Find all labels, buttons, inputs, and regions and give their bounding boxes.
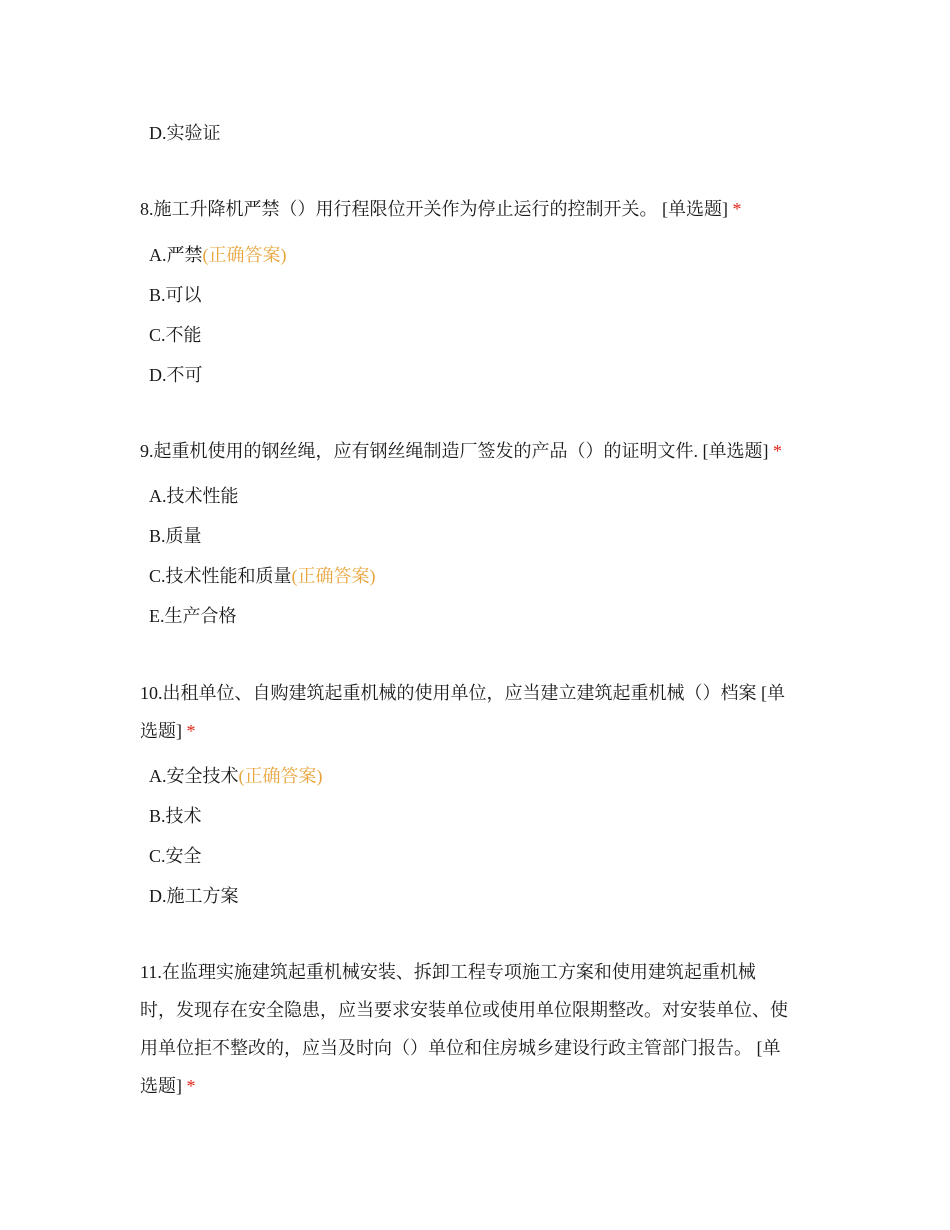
option-label: C.安全	[149, 846, 202, 866]
option-label: B.可以	[149, 285, 202, 305]
option-label: D.实验证	[149, 123, 221, 143]
option-q9-a[interactable]	[149, 484, 239, 508]
option-label: A.安全技术	[149, 766, 239, 786]
option-q7-d[interactable]	[149, 121, 221, 145]
correct-answer-tag: (正确答案)	[202, 245, 287, 265]
question-text: 选题]	[140, 721, 182, 741]
option-q10-c[interactable]	[149, 844, 202, 868]
question-text: 8.施工升降机严禁（）用行程限位开关作为停止运行的控制开关。 [单选题]	[140, 199, 728, 219]
correct-answer-tag: (正确答案)	[291, 566, 376, 586]
option-q9-e[interactable]	[149, 604, 237, 628]
option-q10-d[interactable]	[149, 884, 239, 908]
question-text: 时，发现存在安全隐患，应当要求安装单位或使用单位限期整改。对安装单位、使	[140, 1000, 788, 1020]
option-q10-a[interactable]	[149, 764, 323, 788]
required-star: *	[186, 1076, 196, 1096]
option-q10-b[interactable]	[149, 804, 202, 828]
option-q9-b[interactable]	[149, 524, 202, 548]
option-q8-d[interactable]	[149, 363, 203, 387]
option-q8-b[interactable]	[149, 283, 202, 307]
question-text: 11.在监理实施建筑起重机械安装、拆卸工程专项施工方案和使用建筑起重机械	[140, 962, 756, 982]
option-label: D.不可	[149, 365, 203, 385]
required-star: *	[773, 441, 782, 461]
option-q8-a[interactable]	[149, 243, 287, 267]
question-text: 9.起重机使用的钢丝绳，应有钢丝绳制造厂签发的产品（）的证明文件. [单选题]	[140, 441, 769, 461]
option-q8-c[interactable]	[149, 323, 202, 347]
question-8-title	[140, 190, 820, 228]
option-label: D.施工方案	[149, 886, 239, 906]
question-text: 10.出租单位、自购建筑起重机械的使用单位，应当建立建筑起重机械（）档案 [单	[140, 683, 785, 703]
correct-answer-tag: (正确答案)	[238, 766, 323, 786]
option-label: B.技术	[149, 806, 202, 826]
option-label: E.生产合格	[149, 606, 237, 626]
required-star: *	[732, 199, 742, 219]
option-label: A.技术性能	[149, 486, 239, 506]
question-text: 选题]	[140, 1076, 182, 1096]
option-label: A.严禁	[149, 245, 203, 265]
option-label: C.技术性能和质量	[149, 566, 292, 586]
question-9-title	[140, 432, 820, 470]
option-label: B.质量	[149, 526, 202, 546]
question-10-title	[140, 674, 820, 750]
question-11-title	[140, 953, 820, 1105]
option-label: C.不能	[149, 325, 202, 345]
required-star: *	[186, 721, 196, 741]
option-q9-c[interactable]	[149, 564, 376, 588]
question-text: 用单位拒不整改的，应当及时向（）单位和住房城乡建设行政主管部门报告。 [单	[140, 1038, 781, 1058]
